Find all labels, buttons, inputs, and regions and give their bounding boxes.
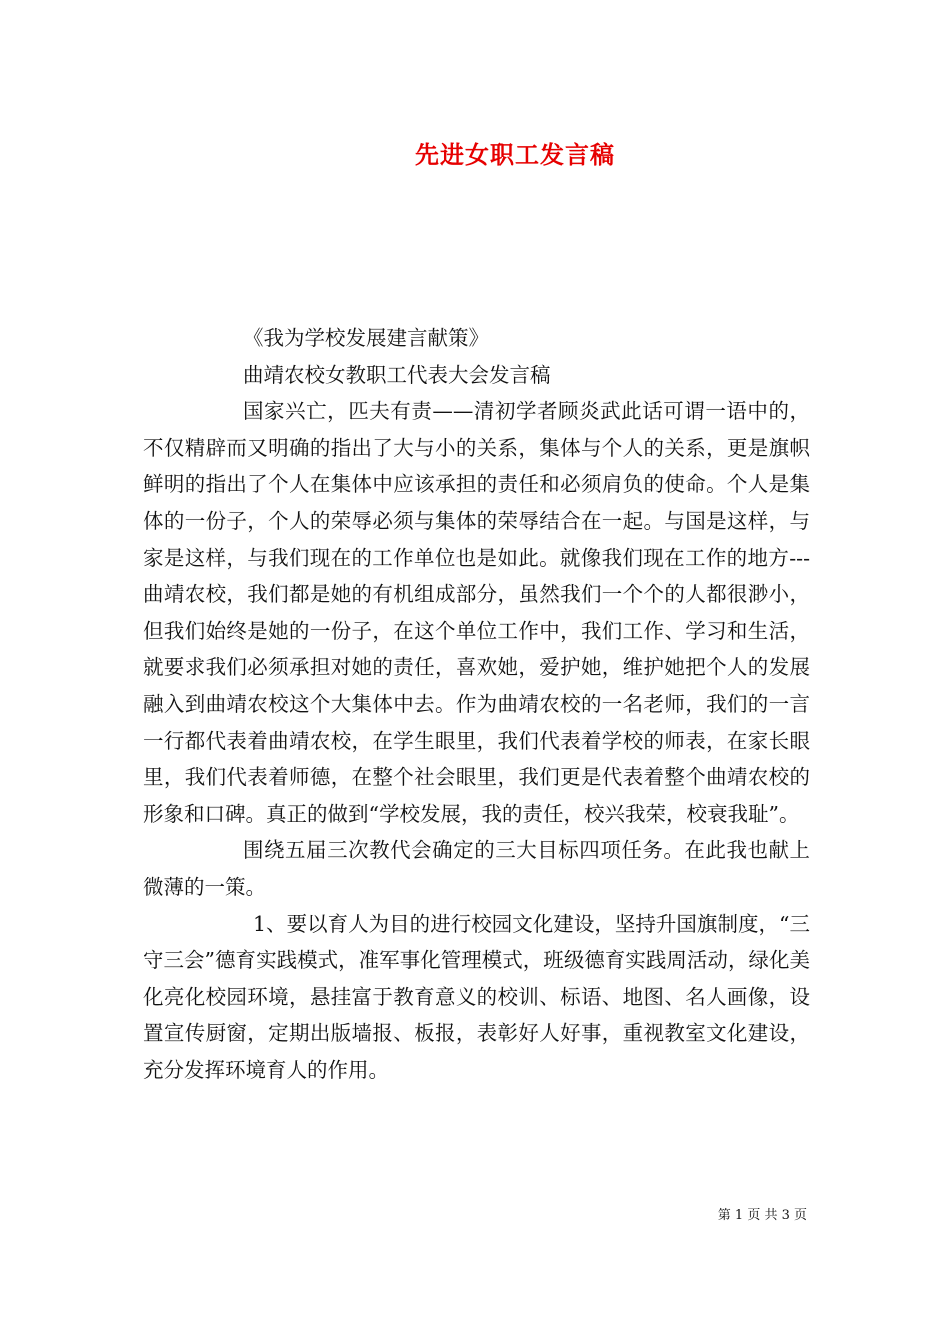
document-title: 先进女职工发言稿 (415, 140, 615, 169)
paragraph-1: 国家兴亡，匹夫有责——清初学者顾炎武此话可谓一语中的，不仅精辟而又明确的指出了大与小的关系，集体与个人的关系，更是旗帜鲜明的指出了个人在集体中应该承担的责任和必须肩负的使命。个人是集体的一份子，个人的荣辱必须与集体的荣辱结合在一起。与国是这样，与家是这样，与我们现在的工作单位也是如此。就像我们现在工作的地方---曲靖农校，我们都是她的有机组成部分，虽然我们一个个的人都很渺小，但我们始终是她的一份子，在这个单位工作中，我们工作、学习和生活，就要求我们必须承担对她的责任，喜欢她，爱护她，维护她把个人的发展融入到曲靖农校这个大集体中去。作为曲靖农校的一名老师，我们的一言一行都代表着曲靖农校，在学生眼里，我们代表着学校的师表，在家长眼里，我们代表着师德，在整个社会眼里，我们更是代表着整个曲靖农校的形象和口碑。真正的做到“学校发展，我的责任，校兴我荣，校衰我耻”。 (143, 399, 810, 826)
document-body (143, 320, 810, 1088)
paragraph-3: 1、要以育人为目的进行校园文化建设，坚持升国旗制度，“三守三会”德育实践模式，准军事化管理模式，班级德育实践周活动，绿化美化亮化校园环境，悬挂富于教育意义的校训、标语、地图、名人画像，设置宣传厨窗，定期出版墙报、板报，表彰好人好事，重视教室文化建设，充分发挥环境育人的作用。 (143, 911, 810, 1082)
paragraph-2: 围绕五届三次教代会确定的三大目标四项任务。在此我也献上微薄的一策。 (143, 838, 810, 899)
subtitle-book-title: 《我为学校发展建言献策》 (243, 326, 489, 350)
subtitle-speech-title: 曲靖农校女教职工代表大会发言稿 (243, 362, 551, 387)
page-indicator: 第 1 页 共 3 页 (717, 1208, 807, 1223)
